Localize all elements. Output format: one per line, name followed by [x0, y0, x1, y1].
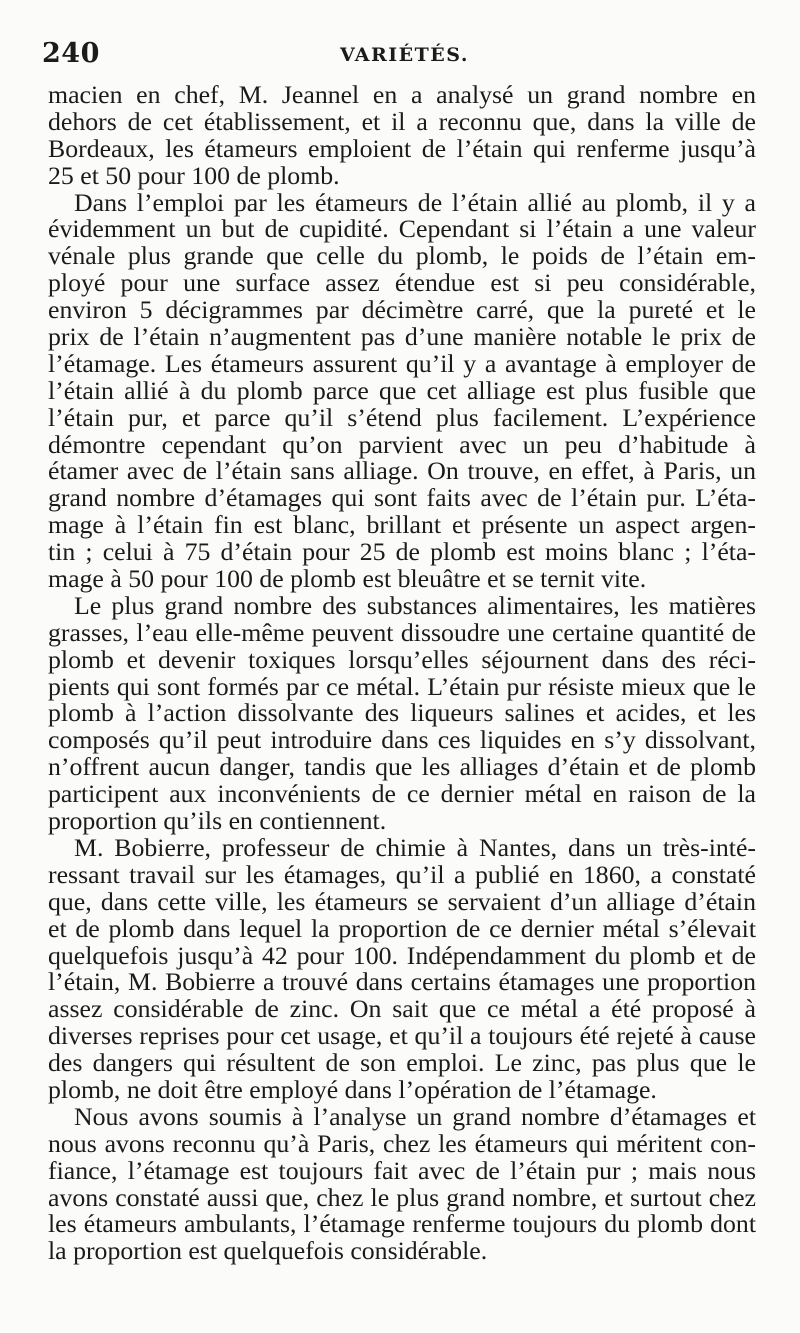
text-line: Le plus grand nombre des substances alimentaires, les matières	[74, 590, 756, 620]
text-line: des dangers qui résultent de son emploi. Le zinc, pas plus que le	[48, 1048, 756, 1078]
page-number: 240	[42, 38, 100, 69]
paragraph	[48, 187, 756, 594]
paragraph	[48, 832, 756, 1104]
running-title: VARIÉTÉS.	[340, 44, 469, 66]
text-line: assez considérable de zinc. On sait que ce métal a été proposé à	[48, 994, 756, 1024]
text-line: grasses, l’eau elle-même peuvent dissoudre une certaine quantité de	[48, 617, 756, 647]
body-text	[48, 82, 756, 1265]
text-line: vénale plus grande que celle du plomb, le poids de l’étain em-	[48, 241, 756, 271]
text-line: plomb et devenir toxiques lorsqu’elles séjournent dans des réci-	[48, 644, 756, 674]
text-line: l’étain, M. Bobierre a trouvé dans certains étamages une proportion	[48, 967, 756, 997]
paragraph	[48, 1101, 756, 1266]
text-line: étamer avec de l’étain sans alliage. On trouve, en effet, à Paris, un	[48, 456, 756, 486]
text-line: Nous avons soumis à l’analyse un grand nombre d’étamages et	[74, 1101, 756, 1131]
paragraph	[48, 82, 756, 190]
text-line: que, dans cette ville, les étameurs se servaient d’un alliage d’étain	[48, 886, 756, 916]
text-line: composés qu’il peut introduire dans ces liquides en s’y dissolvant,	[48, 725, 756, 755]
text-line: plomb, ne doit être employé dans l’opération de l’étamage.	[48, 1074, 657, 1104]
text-line: participent aux inconvénients de ce dernier métal en raison de la	[48, 779, 756, 809]
text-line: dehors de cet établissement, et il a reconnu que, dans la ville de	[48, 106, 756, 136]
text-line: nous avons reconnu qu’à Paris, chez les étameurs qui méritent con-	[48, 1128, 756, 1158]
text-line: ressant travail sur les étamages, qu’il a publié en 1860, a constaté	[48, 859, 756, 889]
text-line: quelquefois jusqu’à 42 pour 100. Indépendamment du plomb et de	[48, 940, 756, 970]
text-line: n’offrent aucun danger, tandis que les alliages d’étain et de plomb	[48, 752, 756, 782]
text-line: évidemment un but de cupidité. Cependant si l’étain a une valeur	[48, 214, 756, 244]
text-line: macien en chef, M. Jeannel en a analysé un grand nombre en	[48, 80, 756, 109]
text-line: l’étamage. Les étameurs assurent qu’il y a avantage à employer de	[48, 348, 756, 378]
text-line: mage à 50 pour 100 de plomb est bleuâtre et se ternit vite.	[48, 564, 647, 594]
running-head	[42, 38, 762, 74]
paragraph	[48, 590, 756, 836]
text-line: grand nombre d’étamages qui sont faits avec de l’étain pur. L’éta-	[48, 483, 756, 513]
text-line: prix de l’étain n’augmentent pas d’une manière notable le prix de	[48, 322, 756, 352]
text-line: la proportion est quelquefois considérable.	[48, 1236, 488, 1266]
text-line: mage à l’étain fin est blanc, brillant et présente un aspect argen-	[48, 510, 756, 540]
text-line: les étameurs ambulants, l’étamage renferme toujours du plomb dont	[48, 1209, 756, 1239]
text-line: proportion qu’ils en contiennent.	[48, 806, 387, 836]
text-line: diverses reprises pour cet usage, et qu’il a toujours été rejeté à cause	[48, 1021, 756, 1051]
text-line: pients qui sont formés par ce métal. L’étain pur résiste mieux que le	[48, 671, 756, 701]
text-line: fiance, l’étamage est toujours fait avec de l’étain pur ; mais nous	[48, 1155, 756, 1185]
text-line: ployé pour une surface assez étendue est si peu considérable,	[48, 268, 756, 298]
text-line: tin ; celui à 75 d’étain pour 25 de plomb est moins blanc ; l’éta-	[48, 537, 756, 567]
text-line: Bordeaux, les étameurs emploient de l’étain qui renferme jusqu’à	[48, 133, 756, 163]
text-line: plomb à l’action dissolvante des liqueurs salines et acides, et les	[48, 698, 756, 728]
text-line: et de plomb dans lequel la proportion de ce dernier métal s’élevait	[48, 913, 756, 943]
text-line: l’étain allié à du plomb parce que cet alliage est plus fusible que	[48, 375, 756, 405]
text-line: démontre cependant qu’on parvient avec un peu d’habitude à	[48, 429, 756, 459]
text-line: environ 5 décigrammes par décimètre carré, que la pureté et le	[48, 295, 756, 325]
text-line: avons constaté aussi que, chez le plus grand nombre, et surtout chez	[48, 1182, 756, 1212]
text-line: Dans l’emploi par les étameurs de l’étain allié au plomb, il y a	[74, 187, 756, 217]
text-line: 25 et 50 pour 100 de plomb.	[48, 160, 340, 190]
text-line: M. Bobierre, professeur de chimie à Nantes, dans un très-inté-	[74, 832, 756, 862]
text-line: l’étain pur, et parce qu’il s’étend plus facilement. L’expérience	[48, 402, 756, 432]
